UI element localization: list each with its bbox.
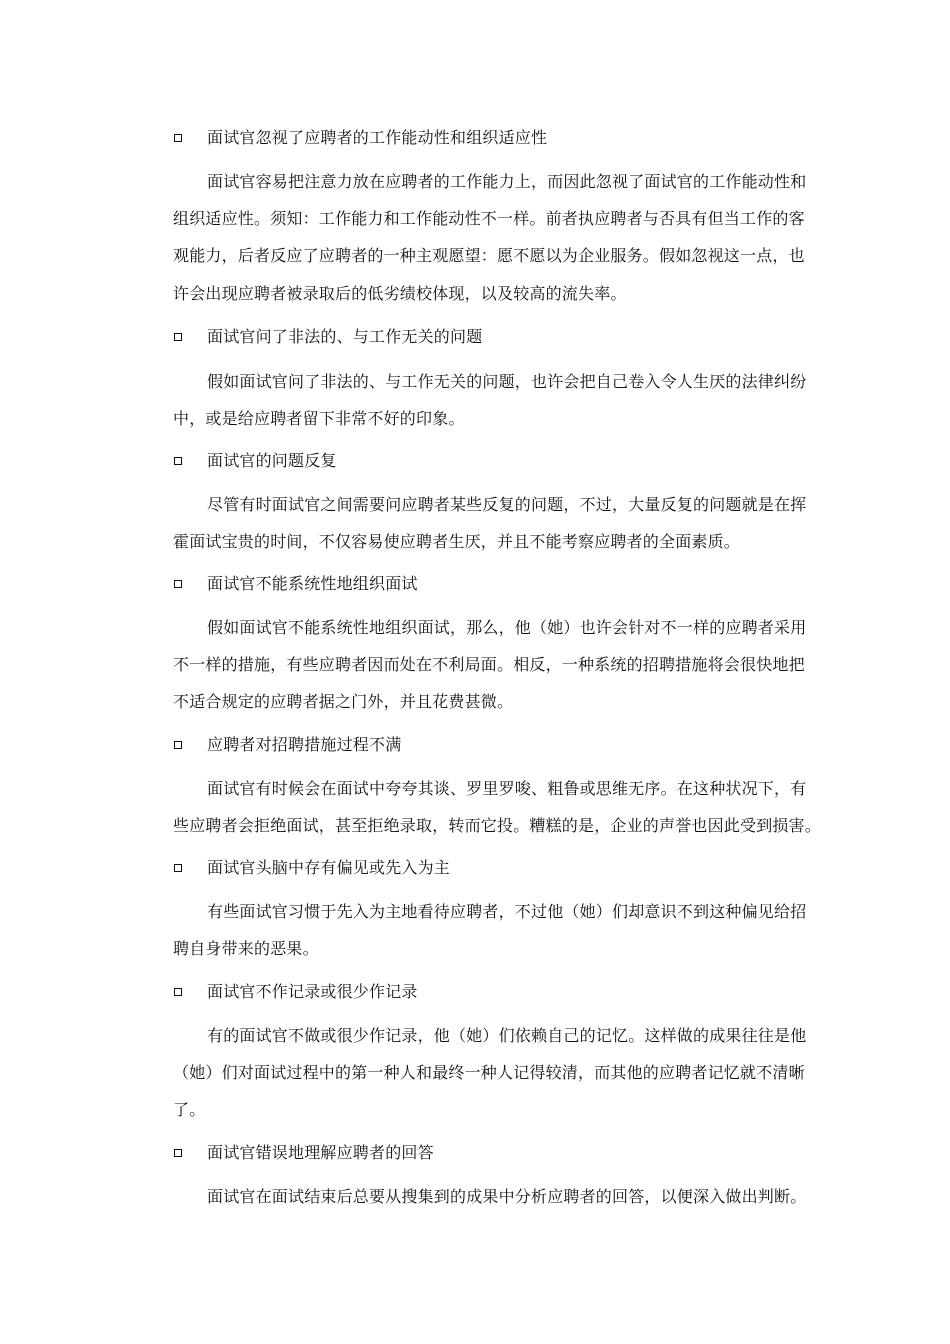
checkbox-bullet-icon — [174, 988, 182, 996]
section-heading: 应聘者对招聘措施过程不满 — [207, 735, 402, 754]
section-heading: 面试官问了非法的、与工作无关的问题 — [207, 327, 483, 346]
paragraph-line: 了。 — [173, 1100, 206, 1119]
paragraph-line: 些应聘者会拒绝面试，甚至拒绝录取，转而它投。糟糕的是，企业的声誉也因此受到损害。 — [173, 816, 822, 835]
paragraph-line: 尽管有时面试官之间需要问应聘者某些反复的问题，不过，大量反复的问题就是在挥 — [207, 495, 807, 514]
paragraph-line: 假如面试官不能系统性地组织面试，那么，他（她）也许会针对不一样的应聘者采用 — [207, 618, 807, 637]
checkbox-bullet-icon — [174, 333, 182, 341]
section-heading: 面试官错误地理解应聘者的回答 — [207, 1143, 434, 1162]
section-heading: 面试官不能系统性地组织面试 — [207, 574, 418, 593]
paragraph-line: 不一样的措施，有些应聘者因而处在不利局面。相反，一种系统的招聘措施将会很快地把 — [173, 655, 805, 674]
checkbox-bullet-icon — [174, 580, 182, 588]
paragraph-line: 组织适应性。须知：工作能力和工作能动性不一样。前者执应聘者与否具有但当工作的客 — [173, 209, 805, 228]
paragraph-line: 许会出现应聘者被录取后的低劣绩校体现，以及较高的流失率。 — [173, 284, 627, 303]
paragraph-line: 面试官容易把注意力放在应聘者的工作能力上，而因此忽视了面试官的工作能动性和 — [207, 172, 807, 191]
checkbox-bullet-icon — [174, 1149, 182, 1157]
section-heading: 面试官的问题反复 — [207, 451, 337, 470]
checkbox-bullet-icon — [174, 741, 182, 749]
paragraph-line: 有些面试官习惯于先入为主地看待应聘者，不过他（她）们却意识不到这种偏见给招 — [207, 902, 807, 921]
checkbox-bullet-icon — [174, 134, 182, 142]
checkbox-bullet-icon — [174, 457, 182, 465]
paragraph-line: （她）们对面试过程中的第一种人和最终一种人记得较清，而其他的应聘者记忆就不清晰 — [173, 1063, 805, 1082]
paragraph-line: 假如面试官问了非法的、与工作无关的问题，也许会把自己卷入令人生厌的法律纠纷 — [207, 372, 807, 391]
section-heading: 面试官忽视了应聘者的工作能动性和组织适应性 — [207, 128, 548, 147]
paragraph-line: 面试官在面试结束后总要从搜集到的成果中分析应聘者的回答，以便深入做出判断。 — [207, 1187, 807, 1206]
checkbox-bullet-icon — [174, 864, 182, 872]
paragraph-line: 面试官有时候会在面试中夸夸其谈、罗里罗唆、粗鲁或思维无序。在这种状况下，有 — [207, 779, 807, 798]
paragraph-line: 有的面试官不做或很少作记录，他（她）们依赖自己的记忆。这样做的成果往往是他 — [207, 1026, 807, 1045]
paragraph-line: 聘自身带来的恶果。 — [173, 939, 319, 958]
paragraph-line: 霍面试宝贵的时间，不仅容易使应聘者生厌，并且不能考察应聘者的全面素质。 — [173, 532, 741, 551]
paragraph-line: 观能力，后者反应了应聘者的一种主观愿望：愿不愿以为企业服务。假如忽视这一点，也 — [173, 246, 805, 265]
paragraph-line: 中，或是给应聘者留下非常不好的印象。 — [173, 409, 465, 428]
paragraph-line: 不适合规定的应聘者据之门外，并且花费甚微。 — [173, 692, 514, 711]
section-heading: 面试官不作记录或很少作记录 — [207, 982, 418, 1001]
section-heading: 面试官头脑中存有偏见或先入为主 — [207, 858, 451, 877]
